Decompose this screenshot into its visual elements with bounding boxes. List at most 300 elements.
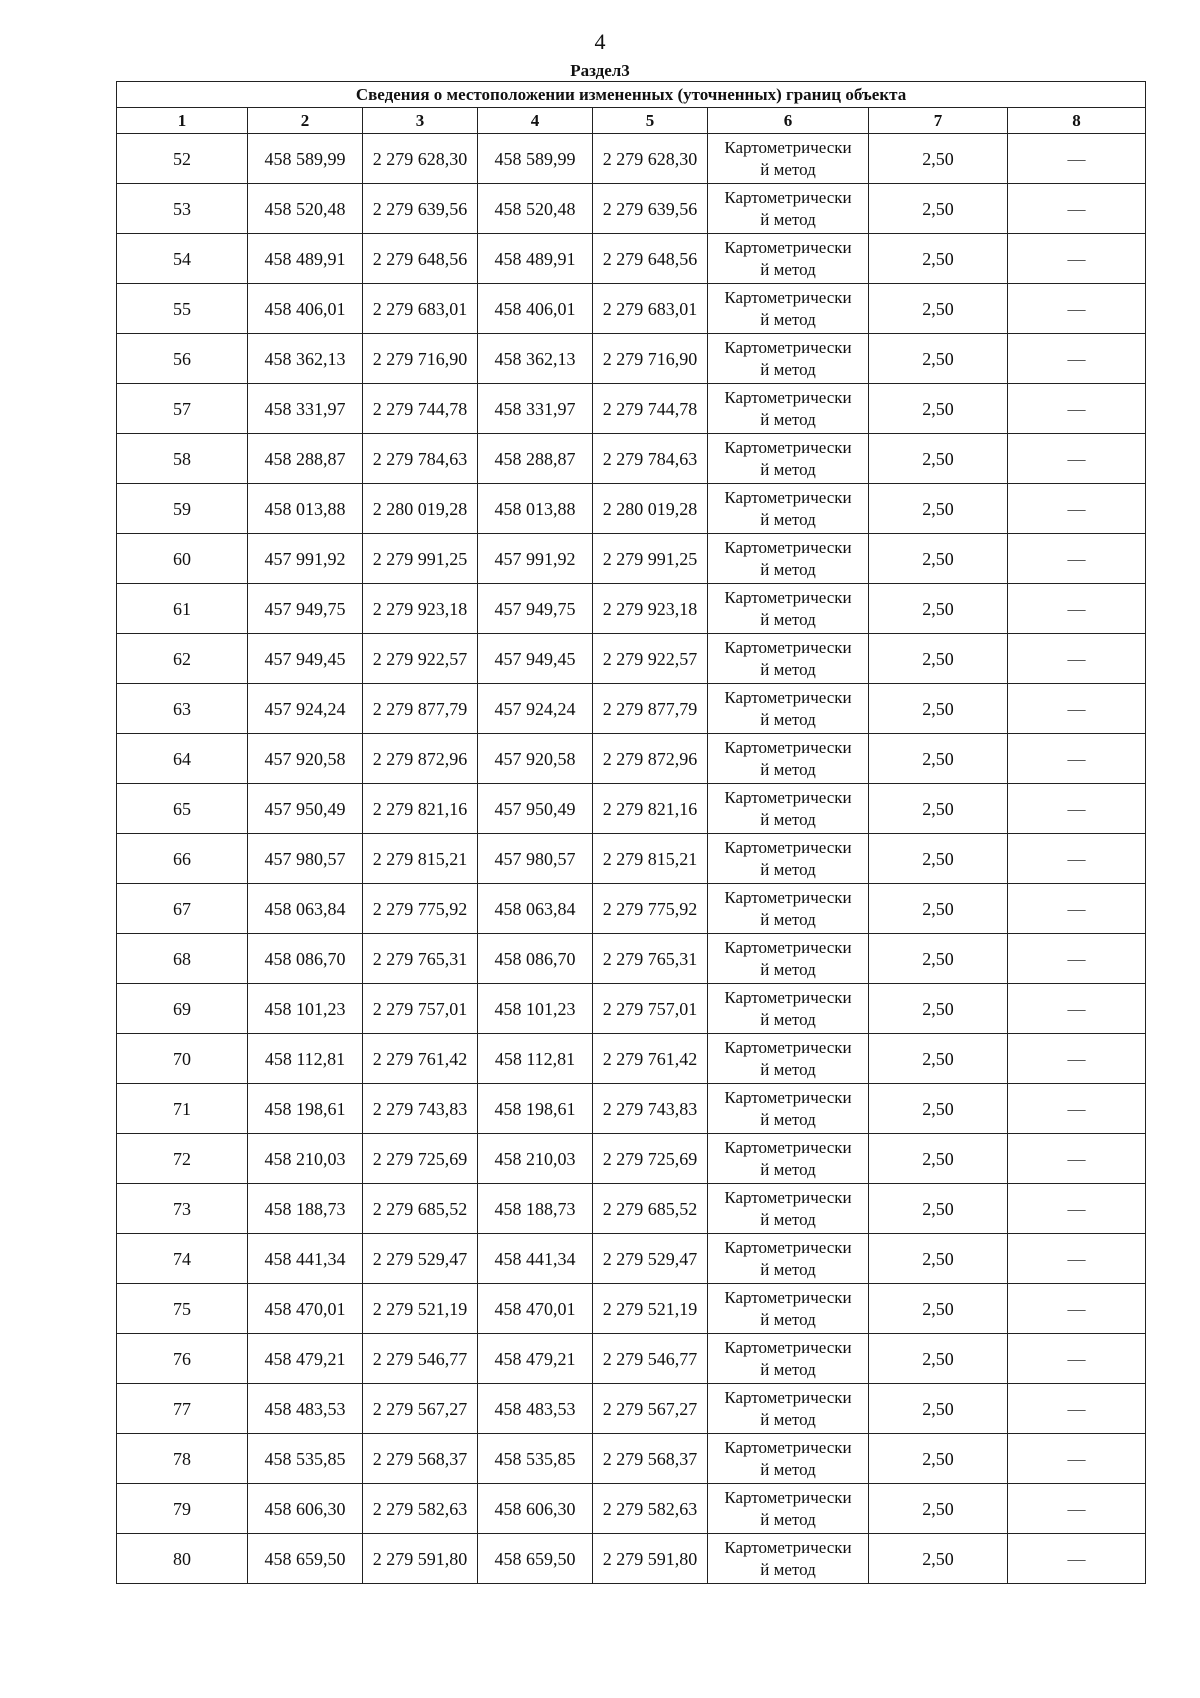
x-coordinate-cell: 457 920,58 [478,734,593,784]
table-row [117,1284,1146,1334]
method-text: Картометрически [724,1337,852,1357]
method-text: й метод [760,309,816,329]
description-cell: — [1008,1184,1146,1234]
x-coordinate-cell: 457 949,75 [478,584,593,634]
description-cell: — [1008,234,1146,284]
x-coordinate-cell: 458 331,97 [478,384,593,434]
x-coordinate-cell: 458 470,01 [248,1284,363,1334]
accuracy-cell: 2,50 [869,334,1008,384]
description-cell: — [1008,634,1146,684]
method-cell [708,1034,869,1084]
x-coordinate-cell: 457 980,57 [248,834,363,884]
method-text: Картометрически [724,987,852,1007]
description-cell: — [1008,1534,1146,1584]
x-coordinate-cell: 458 112,81 [248,1034,363,1084]
method-cell [708,1334,869,1384]
y-coordinate-cell: 2 279 567,27 [593,1384,708,1434]
coordinates-table [116,81,1146,1584]
y-coordinate-cell: 2 279 648,56 [593,234,708,284]
x-coordinate-cell: 458 441,34 [478,1234,593,1284]
y-coordinate-cell: 2 279 683,01 [593,284,708,334]
accuracy-cell: 2,50 [869,1484,1008,1534]
y-coordinate-cell: 2 279 775,92 [593,884,708,934]
table-row [117,884,1146,934]
column-number: 3 [363,108,478,134]
y-coordinate-cell: 2 279 815,21 [593,834,708,884]
description-cell: — [1008,1084,1146,1134]
method-text: й метод [760,1209,816,1229]
table-row [117,234,1146,284]
x-coordinate-cell: 458 483,53 [478,1384,593,1434]
description-cell: — [1008,884,1146,934]
y-coordinate-cell: 2 279 529,47 [363,1234,478,1284]
method-text: й метод [760,1009,816,1029]
x-coordinate-cell: 457 991,92 [478,534,593,584]
description-cell: — [1008,334,1146,384]
table-row [117,1334,1146,1384]
section-title: Раздел3 [570,61,630,80]
method-text: Картометрически [724,337,852,357]
table-caption: Сведения о местоположении измененных (уточненных) границ объекта [117,82,1146,108]
y-coordinate-cell: 2 279 922,57 [363,634,478,684]
y-coordinate-cell: 2 279 784,63 [363,434,478,484]
accuracy-cell: 2,50 [869,384,1008,434]
page-number: 4 [594,29,606,54]
accuracy-cell: 2,50 [869,1434,1008,1484]
table-row [117,584,1146,634]
y-coordinate-cell: 2 279 521,19 [593,1284,708,1334]
table-row [117,1184,1146,1234]
y-coordinate-cell: 2 279 784,63 [593,434,708,484]
method-text: Картометрически [724,637,852,657]
table-row [117,1084,1146,1134]
point-number-cell: 78 [117,1434,248,1484]
y-coordinate-cell: 2 279 761,42 [363,1034,478,1084]
y-coordinate-cell: 2 279 765,31 [593,934,708,984]
table-row [117,1384,1146,1434]
point-number-cell: 67 [117,884,248,934]
method-text: й метод [760,359,816,379]
method-text: Картометрически [724,1137,852,1157]
y-coordinate-cell: 2 279 685,52 [593,1184,708,1234]
method-text: й метод [760,1059,816,1079]
x-coordinate-cell: 458 406,01 [478,284,593,334]
method-text: й метод [760,859,816,879]
x-coordinate-cell: 458 086,70 [478,934,593,984]
x-coordinate-cell: 457 924,24 [248,684,363,734]
method-cell [708,234,869,284]
column-number: 2 [248,108,363,134]
column-number: 7 [869,108,1008,134]
y-coordinate-cell: 2 279 923,18 [363,584,478,634]
column-number: 6 [708,108,869,134]
point-number-cell: 65 [117,784,248,834]
accuracy-cell: 2,50 [869,1384,1008,1434]
y-coordinate-cell: 2 279 872,96 [363,734,478,784]
method-cell [708,634,869,684]
y-coordinate-cell: 2 279 744,78 [593,384,708,434]
accuracy-cell: 2,50 [869,1284,1008,1334]
point-number-cell: 72 [117,1134,248,1184]
method-text: й метод [760,559,816,579]
method-cell [708,1134,869,1184]
y-coordinate-cell: 2 279 546,77 [593,1334,708,1384]
table-row [117,834,1146,884]
method-cell [708,1184,869,1234]
y-coordinate-cell: 2 279 582,63 [593,1484,708,1534]
y-coordinate-cell: 2 279 991,25 [363,534,478,584]
method-text: й метод [760,459,816,479]
method-text: й метод [760,1559,816,1579]
accuracy-cell: 2,50 [869,484,1008,534]
method-cell [708,1284,869,1334]
x-coordinate-cell: 457 949,45 [478,634,593,684]
x-coordinate-cell: 457 950,49 [248,784,363,834]
column-number: 1 [117,108,248,134]
point-number-cell: 57 [117,384,248,434]
point-number-cell: 79 [117,1484,248,1534]
method-text: Картометрически [724,687,852,707]
method-text: й метод [760,509,816,529]
method-cell [708,134,869,184]
method-text: й метод [760,1509,816,1529]
point-number-cell: 80 [117,1534,248,1584]
method-text: й метод [760,159,816,179]
accuracy-cell: 2,50 [869,1034,1008,1084]
table-row [117,1534,1146,1584]
method-cell [708,1434,869,1484]
accuracy-cell: 2,50 [869,534,1008,584]
description-cell: — [1008,1234,1146,1284]
y-coordinate-cell: 2 279 582,63 [363,1484,478,1534]
x-coordinate-cell: 458 198,61 [248,1084,363,1134]
method-text: й метод [760,209,816,229]
method-cell [708,1384,869,1434]
method-text: Картометрически [724,1037,852,1057]
method-text: Картометрически [724,237,852,257]
method-text: й метод [760,1109,816,1129]
method-cell [708,434,869,484]
method-cell [708,334,869,384]
method-cell [708,934,869,984]
accuracy-cell: 2,50 [869,434,1008,484]
x-coordinate-cell: 458 483,53 [248,1384,363,1434]
accuracy-cell: 2,50 [869,734,1008,784]
x-coordinate-cell: 458 063,84 [478,884,593,934]
x-coordinate-cell: 458 362,13 [478,334,593,384]
x-coordinate-cell: 458 362,13 [248,334,363,384]
x-coordinate-cell: 458 406,01 [248,284,363,334]
y-coordinate-cell: 2 279 775,92 [363,884,478,934]
x-coordinate-cell: 458 013,88 [478,484,593,534]
method-text: Картометрически [724,287,852,307]
point-number-cell: 56 [117,334,248,384]
y-coordinate-cell: 2 279 529,47 [593,1234,708,1284]
description-cell: — [1008,1034,1146,1084]
method-text: й метод [760,609,816,629]
method-text: Картометрически [724,437,852,457]
method-text: Картометрически [724,487,852,507]
y-coordinate-cell: 2 279 877,79 [593,684,708,734]
x-coordinate-cell: 458 489,91 [478,234,593,284]
x-coordinate-cell: 458 479,21 [478,1334,593,1384]
point-number-cell: 77 [117,1384,248,1434]
method-text: Картометрически [724,887,852,907]
method-text: й метод [760,1309,816,1329]
y-coordinate-cell: 2 279 567,27 [363,1384,478,1434]
method-text: й метод [760,759,816,779]
y-coordinate-cell: 2 279 546,77 [363,1334,478,1384]
description-cell: — [1008,134,1146,184]
x-coordinate-cell: 458 589,99 [248,134,363,184]
point-number-cell: 75 [117,1284,248,1334]
method-cell [708,984,869,1034]
x-coordinate-cell: 458 659,50 [478,1534,593,1584]
y-coordinate-cell: 2 279 743,83 [363,1084,478,1134]
description-cell: — [1008,384,1146,434]
table-row [117,1434,1146,1484]
accuracy-cell: 2,50 [869,1334,1008,1384]
x-coordinate-cell: 458 331,97 [248,384,363,434]
method-text: й метод [760,659,816,679]
accuracy-cell: 2,50 [869,884,1008,934]
method-cell [708,834,869,884]
method-text: Картометрически [724,537,852,557]
y-coordinate-cell: 2 279 757,01 [593,984,708,1034]
y-coordinate-cell: 2 279 872,96 [593,734,708,784]
method-cell [708,384,869,434]
column-number-row [117,108,1146,134]
x-coordinate-cell: 458 441,34 [248,1234,363,1284]
y-coordinate-cell: 2 279 521,19 [363,1284,478,1334]
method-text: Картометрически [724,1487,852,1507]
accuracy-cell: 2,50 [869,1134,1008,1184]
method-text: Картометрически [724,387,852,407]
description-cell: — [1008,984,1146,1034]
x-coordinate-cell: 457 949,75 [248,584,363,634]
point-number-cell: 64 [117,734,248,784]
method-cell [708,484,869,534]
y-coordinate-cell: 2 279 743,83 [593,1084,708,1134]
x-coordinate-cell: 458 470,01 [478,1284,593,1334]
description-cell: — [1008,1434,1146,1484]
x-coordinate-cell: 458 520,48 [248,184,363,234]
method-text: Картометрически [724,137,852,157]
point-number-cell: 55 [117,284,248,334]
table-row [117,634,1146,684]
x-coordinate-cell: 457 980,57 [478,834,593,884]
accuracy-cell: 2,50 [869,684,1008,734]
accuracy-cell: 2,50 [869,834,1008,884]
accuracy-cell: 2,50 [869,934,1008,984]
y-coordinate-cell: 2 279 591,80 [363,1534,478,1584]
description-cell: — [1008,1334,1146,1384]
y-coordinate-cell: 2 279 815,21 [363,834,478,884]
method-cell [708,584,869,634]
description-cell: — [1008,1134,1146,1184]
x-coordinate-cell: 458 188,73 [248,1184,363,1234]
x-coordinate-cell: 458 288,87 [478,434,593,484]
y-coordinate-cell: 2 279 725,69 [593,1134,708,1184]
method-text: Картометрически [724,187,852,207]
y-coordinate-cell: 2 279 639,56 [593,184,708,234]
y-coordinate-cell: 2 279 757,01 [363,984,478,1034]
x-coordinate-cell: 458 489,91 [248,234,363,284]
point-number-cell: 60 [117,534,248,584]
accuracy-cell: 2,50 [869,1184,1008,1234]
description-cell: — [1008,684,1146,734]
point-number-cell: 61 [117,584,248,634]
x-coordinate-cell: 457 950,49 [478,784,593,834]
y-coordinate-cell: 2 279 648,56 [363,234,478,284]
description-cell: — [1008,434,1146,484]
column-number: 4 [478,108,593,134]
point-number-cell: 76 [117,1334,248,1384]
method-cell [708,784,869,834]
point-number-cell: 63 [117,684,248,734]
x-coordinate-cell: 458 086,70 [248,934,363,984]
y-coordinate-cell: 2 279 683,01 [363,284,478,334]
x-coordinate-cell: 458 520,48 [478,184,593,234]
y-coordinate-cell: 2 279 991,25 [593,534,708,584]
x-coordinate-cell: 457 924,24 [478,684,593,734]
method-text: Картометрически [724,1437,852,1457]
method-text: й метод [760,909,816,929]
method-text: Картометрически [724,837,852,857]
x-coordinate-cell: 458 198,61 [478,1084,593,1134]
point-number-cell: 69 [117,984,248,1034]
method-text: Картометрически [724,1537,852,1557]
x-coordinate-cell: 458 101,23 [248,984,363,1034]
y-coordinate-cell: 2 279 685,52 [363,1184,478,1234]
method-cell [708,1484,869,1534]
table-row [117,1484,1146,1534]
accuracy-cell: 2,50 [869,1534,1008,1584]
accuracy-cell: 2,50 [869,634,1008,684]
y-coordinate-cell: 2 279 922,57 [593,634,708,684]
table-row [117,284,1146,334]
point-number-cell: 54 [117,234,248,284]
description-cell: — [1008,584,1146,634]
y-coordinate-cell: 2 279 923,18 [593,584,708,634]
description-cell: — [1008,784,1146,834]
y-coordinate-cell: 2 279 821,16 [363,784,478,834]
method-text: Картометрически [724,787,852,807]
accuracy-cell: 2,50 [869,284,1008,334]
method-cell [708,534,869,584]
table-row [117,1134,1146,1184]
y-coordinate-cell: 2 279 628,30 [593,134,708,184]
x-coordinate-cell: 457 920,58 [248,734,363,784]
method-cell [708,184,869,234]
x-coordinate-cell: 458 535,85 [478,1434,593,1484]
description-cell: — [1008,284,1146,334]
x-coordinate-cell: 458 063,84 [248,884,363,934]
x-coordinate-cell: 458 606,30 [478,1484,593,1534]
method-text: Картометрически [724,1287,852,1307]
accuracy-cell: 2,50 [869,184,1008,234]
table-row [117,434,1146,484]
method-text: й метод [760,409,816,429]
method-text: Картометрически [724,1387,852,1407]
table-row [117,1034,1146,1084]
table-row [117,184,1146,234]
method-text: Картометрически [724,1237,852,1257]
x-coordinate-cell: 457 991,92 [248,534,363,584]
column-number: 8 [1008,108,1146,134]
x-coordinate-cell: 457 949,45 [248,634,363,684]
table-row [117,784,1146,834]
column-number: 5 [593,108,708,134]
accuracy-cell: 2,50 [869,584,1008,634]
table-row [117,134,1146,184]
table-row [117,1234,1146,1284]
method-text: й метод [760,259,816,279]
x-coordinate-cell: 458 606,30 [248,1484,363,1534]
method-text: Картометрически [724,1087,852,1107]
y-coordinate-cell: 2 279 639,56 [363,184,478,234]
method-text: й метод [760,1159,816,1179]
description-cell: — [1008,934,1146,984]
x-coordinate-cell: 458 013,88 [248,484,363,534]
x-coordinate-cell: 458 188,73 [478,1184,593,1234]
method-text: й метод [760,709,816,729]
accuracy-cell: 2,50 [869,1234,1008,1284]
x-coordinate-cell: 458 535,85 [248,1434,363,1484]
method-text: й метод [760,1409,816,1429]
x-coordinate-cell: 458 101,23 [478,984,593,1034]
y-coordinate-cell: 2 279 765,31 [363,934,478,984]
method-cell [708,1534,869,1584]
y-coordinate-cell: 2 280 019,28 [593,484,708,534]
point-number-cell: 53 [117,184,248,234]
table-row [117,684,1146,734]
y-coordinate-cell: 2 279 761,42 [593,1034,708,1084]
y-coordinate-cell: 2 279 591,80 [593,1534,708,1584]
method-text: й метод [760,1359,816,1379]
method-cell [708,284,869,334]
method-text: й метод [760,959,816,979]
method-cell [708,684,869,734]
accuracy-cell: 2,50 [869,134,1008,184]
description-cell: — [1008,534,1146,584]
accuracy-cell: 2,50 [869,984,1008,1034]
method-text: й метод [760,1459,816,1479]
method-cell [708,734,869,784]
point-number-cell: 62 [117,634,248,684]
y-coordinate-cell: 2 279 716,90 [593,334,708,384]
method-cell [708,884,869,934]
y-coordinate-cell: 2 279 725,69 [363,1134,478,1184]
point-number-cell: 68 [117,934,248,984]
description-cell: — [1008,1284,1146,1334]
y-coordinate-cell: 2 279 744,78 [363,384,478,434]
x-coordinate-cell: 458 659,50 [248,1534,363,1584]
table-row [117,484,1146,534]
table-row [117,334,1146,384]
point-number-cell: 52 [117,134,248,184]
method-text: Картометрически [724,937,852,957]
accuracy-cell: 2,50 [869,234,1008,284]
y-coordinate-cell: 2 279 568,37 [593,1434,708,1484]
table-row [117,734,1146,784]
description-cell: — [1008,184,1146,234]
method-cell [708,1084,869,1134]
method-text: Картометрически [724,737,852,757]
y-coordinate-cell: 2 279 628,30 [363,134,478,184]
accuracy-cell: 2,50 [869,784,1008,834]
x-coordinate-cell: 458 479,21 [248,1334,363,1384]
